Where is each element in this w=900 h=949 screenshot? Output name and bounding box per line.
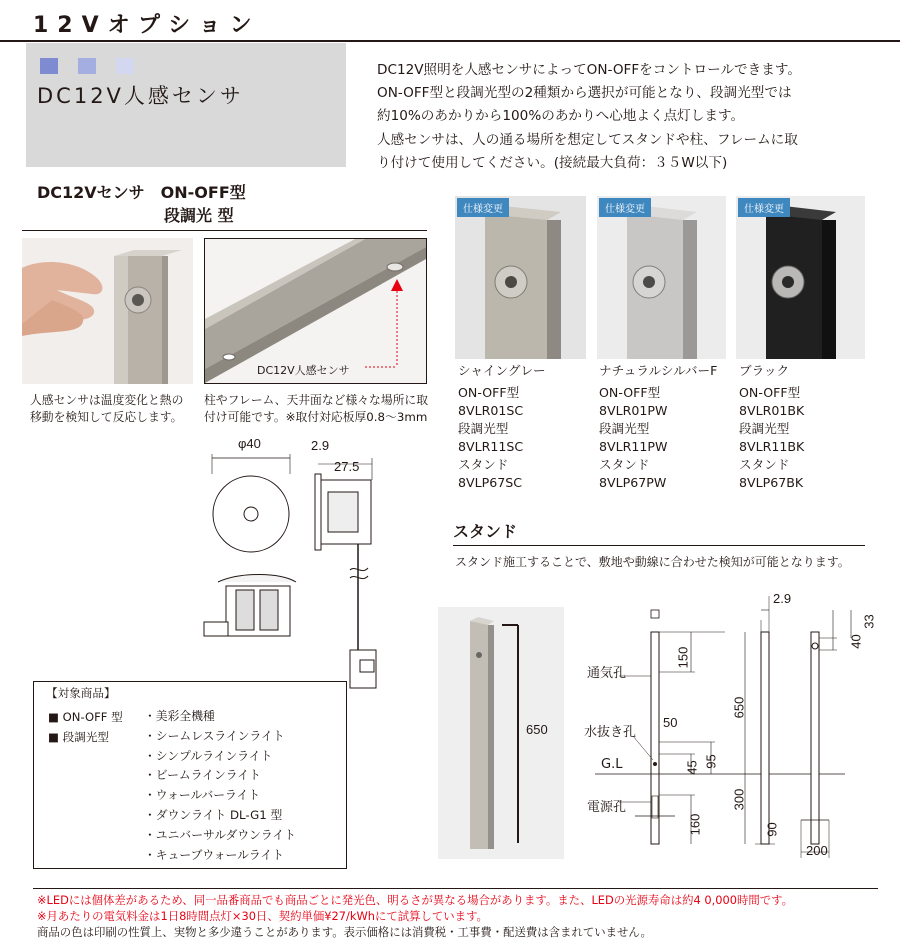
sensor-heading-2: 段調光 型 (164, 206, 234, 225)
stand-heading: スタンド (453, 522, 518, 541)
dim-95: 95 (703, 754, 719, 769)
label-vent: 通気孔 (587, 666, 627, 681)
bullet-square-icon: ■ (48, 710, 63, 724)
footer-rule (33, 888, 878, 889)
bullet-square-icon: ■ (48, 730, 63, 744)
intro-line: ON-OFF型と段調光型の2種類から選択が可能となり、段調光型では (377, 85, 792, 102)
hero-title: DC12V人感センサ (37, 84, 244, 108)
intro-line: 人感センサは、人の通る場所を想定してスタンドや柱、フレームに取 (377, 131, 798, 148)
onoff-code: 8VLR01SC (458, 403, 524, 418)
spec-change-badge: 仕様変更 (457, 198, 509, 217)
list-item: ・シンプルラインライト (144, 748, 273, 763)
note-electricity: ※月あたりの電気料金は1日8時間点灯×30日、契約単価¥27/kWhにて試算しています。 (37, 908, 488, 923)
type-dimming: ■ 段調光型 (48, 730, 110, 744)
variant-color: ナチュラルシルバーF (599, 363, 718, 378)
intro-line: り付けて使用してください。(接続最大負荷：３５W以下) (377, 154, 728, 171)
sensor-heading-rule (22, 230, 427, 231)
list-item: ・ユニバーサルダウンライト (144, 827, 296, 842)
intro-line: 約10%のあかりから100%のあかりへ心地よく点灯します。 (377, 108, 745, 125)
page-title: 12Vオプション (33, 13, 261, 38)
label-drain: 水抜き孔 (584, 725, 637, 740)
caption-right-line: 柱やフレーム、天井面など様々な場所に取 (204, 393, 429, 407)
dim-50: 50 (663, 715, 678, 730)
dim-label: 段調光型 (739, 421, 790, 436)
color-swatch-1 (40, 58, 58, 74)
stand-label: スタンド (739, 457, 790, 472)
dim-160: 160 (687, 813, 703, 836)
dim-300: 300 (731, 788, 747, 811)
list-item: ・ビームラインライト (144, 768, 261, 783)
caption-left-line: 人感センサは温度変化と熱の (30, 393, 184, 407)
post-illustration (597, 196, 726, 359)
variant-photo-black (736, 196, 865, 359)
dim-150: 150 (675, 646, 691, 669)
color-swatch-2 (78, 58, 96, 74)
stand-heading-rule (453, 545, 865, 546)
stand-label: スタンド (458, 457, 509, 472)
list-item: ・キューブウォールライト (144, 847, 284, 862)
title-divider (0, 40, 900, 42)
spec-change-badge: 仕様変更 (599, 198, 651, 217)
dim-label: 段調光型 (458, 421, 509, 436)
variant-photo-natural-silver (597, 196, 726, 359)
caption-right (204, 392, 428, 426)
label-power: 電源孔 (587, 800, 627, 815)
intro-text (377, 59, 801, 175)
caption-right-line: 付け可能です。※取付対応板厚0.8〜3mm (204, 410, 428, 424)
note-color-price: 商品の色は印刷の性質上、実物と多少違うことがあります。表示価格には消費税・工事費・配送費は含まれていません。 (37, 924, 652, 939)
dim-33: 33 (861, 614, 877, 629)
list-item: ・シームレスラインライト (144, 728, 285, 743)
onoff-code: 8VLR01PW (599, 403, 668, 418)
dim-diameter: φ40 (238, 436, 261, 451)
target-items (144, 707, 296, 865)
variant-photo-shine-grey (455, 196, 586, 359)
hand-sensor-illustration (22, 238, 193, 384)
dim-90: 90 (764, 822, 780, 837)
post-illustration (455, 196, 586, 359)
spec-change-badge: 仕様変更 (738, 198, 790, 217)
dim-27-5: 27.5 (334, 459, 360, 474)
frame-sensor-label: DC12V人感センサ (257, 364, 350, 377)
label-gl: G.L (601, 757, 623, 772)
variant-color: ブラック (739, 363, 790, 378)
dim-200: 200 (806, 843, 828, 858)
dim-code: 8VLR11PW (599, 439, 668, 454)
list-item: ・ダウンライト DL-G1 型 (144, 807, 283, 822)
onoff-label: ON-OFF型 (458, 385, 520, 400)
target-products-title: 【対象商品】 (46, 686, 116, 700)
dim-2-9: 2.9 (311, 438, 330, 453)
hand-sensor-photo (22, 238, 193, 384)
caption-left (30, 392, 183, 426)
variant-color: シャイングレー (458, 363, 546, 378)
stand-photo-dim-650: 650 (526, 722, 548, 737)
caption-left-line: 移動を検知して反応します。 (30, 410, 183, 424)
variant-info-shine-grey (458, 362, 546, 492)
post-illustration (736, 196, 865, 359)
stand-code: 8VLP67SC (458, 475, 523, 490)
stand-label: スタンド (599, 457, 650, 472)
footer-notes (37, 893, 793, 940)
intro-line: DC12V照明を人感センサによってON-OFFをコントロールできます。 (377, 62, 801, 78)
dim-code: 8VLR11SC (458, 439, 524, 454)
variant-info-natural-silver (599, 362, 717, 492)
dim-code: 8VLR11BK (739, 439, 805, 454)
note-led: ※LEDには個体差があるため、同一品番商品でも商品ごとに発光色、明るさが異なる場合があります。また、LEDの光源寿命は約4 0,000時間です。 (37, 893, 794, 907)
onoff-label: ON-OFF型 (599, 385, 661, 400)
target-types (48, 707, 123, 747)
dim-650: 650 (731, 696, 747, 719)
variant-info-black (739, 362, 804, 492)
dim-45: 45 (684, 760, 700, 775)
onoff-code: 8VLR01BK (739, 403, 805, 418)
type-onoff: ■ ON-OFF 型 (48, 710, 123, 724)
onoff-label: ON-OFF型 (739, 385, 801, 400)
sensor-drawing (200, 450, 400, 690)
list-item: ・ウォールバーライト (144, 788, 261, 803)
list-item: ・美彩全機種 (144, 709, 215, 723)
stand-description: スタンド施工することで、敷地や動線に合わせた検知が可能となります。 (455, 555, 850, 569)
stand-code: 8VLP67BK (739, 475, 804, 490)
dim-label: 段調光型 (599, 421, 650, 436)
dim-40: 40 (848, 634, 864, 649)
target-products-box (33, 681, 347, 869)
stand-code: 8VLP67PW (599, 475, 667, 490)
color-swatch-3 (116, 58, 134, 74)
sensor-heading-1: DC12Vセンサ ON-OFF型 (37, 183, 246, 202)
dim-2-9-stand: 2.9 (773, 591, 792, 606)
